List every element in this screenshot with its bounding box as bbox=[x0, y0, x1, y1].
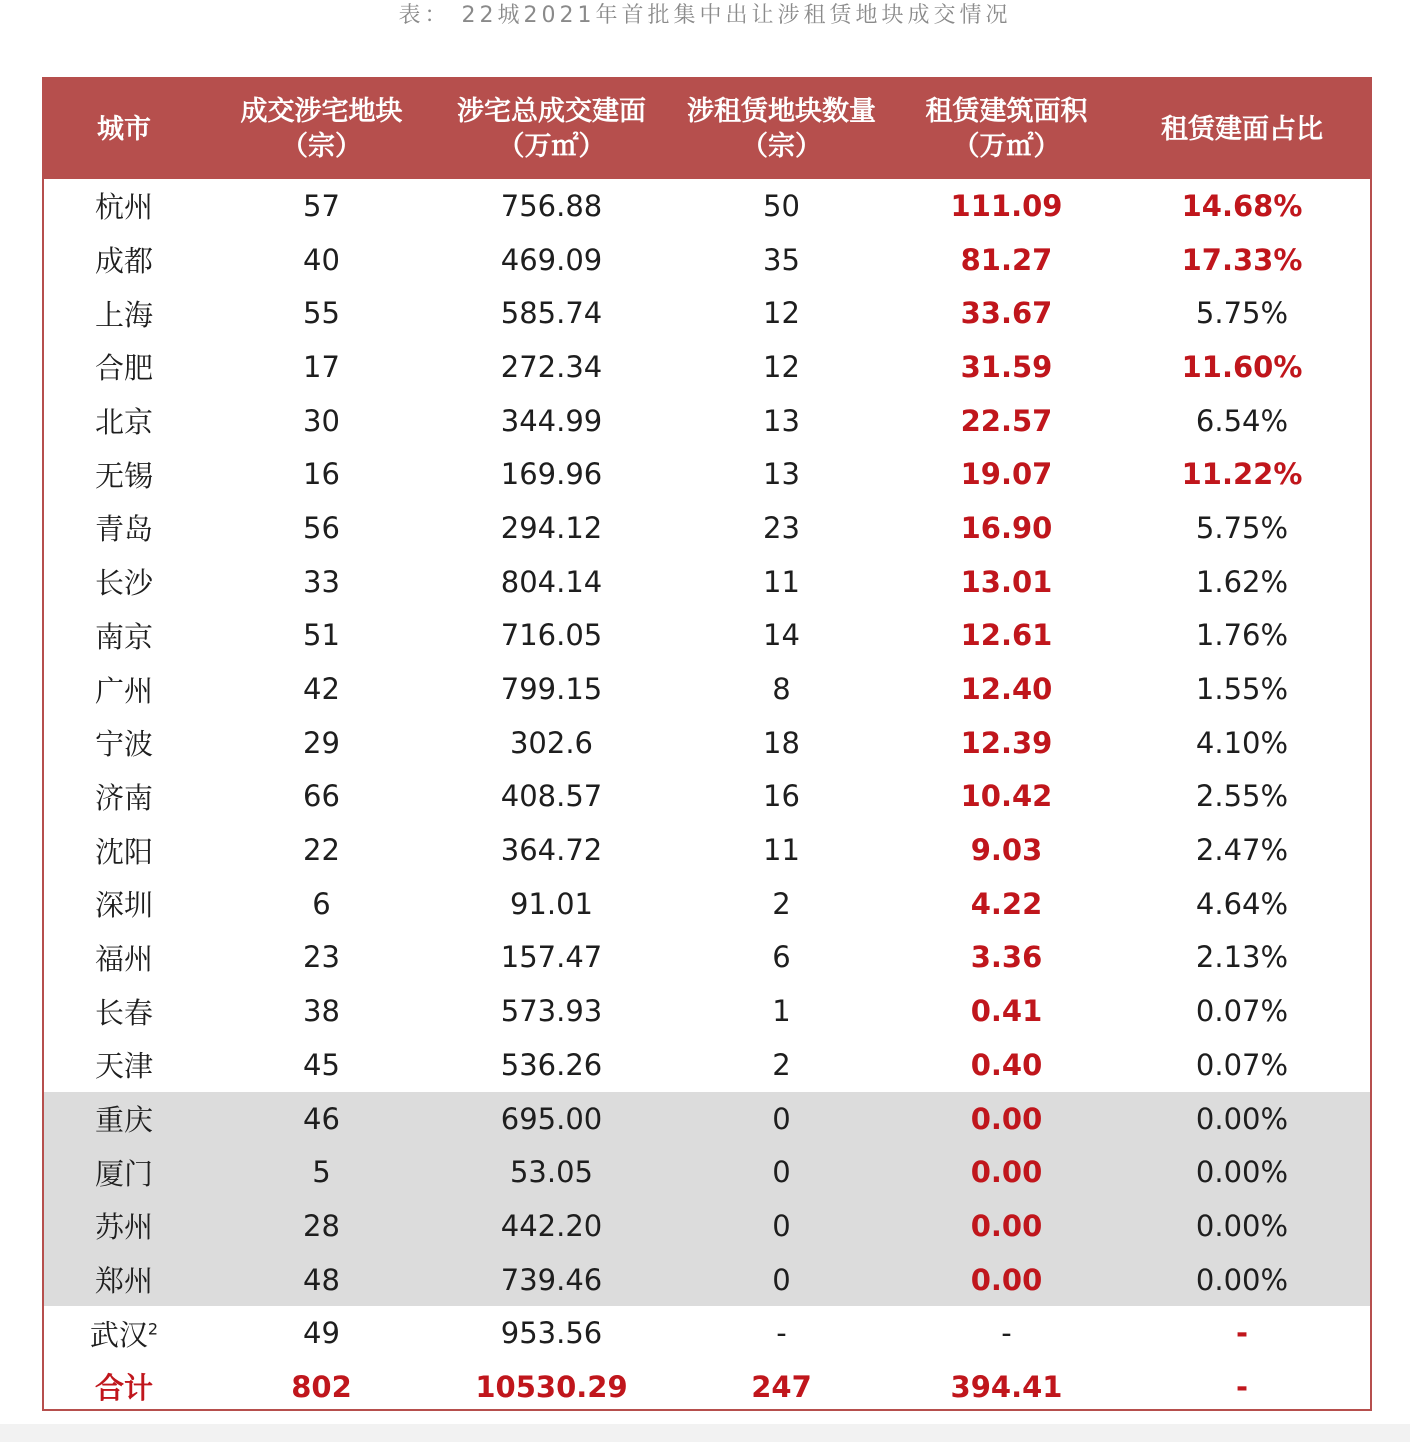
cell-deals: 45 bbox=[303, 1047, 340, 1082]
cell-area: 53.05 bbox=[439, 1145, 664, 1199]
cell-rental-count: 0 bbox=[664, 1092, 899, 1146]
cell-deals: 23 bbox=[303, 940, 340, 975]
cell-area: 716.05 bbox=[500, 618, 603, 653]
cell-rental-area: 19.07 bbox=[960, 457, 1053, 492]
cell-deals: 22 bbox=[303, 833, 340, 868]
cell-area: 804.14 bbox=[500, 564, 603, 599]
table-caption: 表： 22城2021年首批集中出让涉租赁地块成交情况 bbox=[398, 3, 1012, 28]
cell-area: 756.88 bbox=[500, 188, 603, 223]
table-row bbox=[44, 555, 1370, 609]
cell-rental-count: 6 bbox=[772, 940, 791, 975]
cell-rental-area: 3.36 bbox=[970, 940, 1043, 975]
cell-rental-area: 0.40 bbox=[970, 1047, 1043, 1082]
cell-area: 536.26 bbox=[500, 1047, 603, 1082]
header-deals: 成交涉宅地块 （宗） bbox=[240, 96, 403, 162]
table-row bbox=[44, 1253, 1370, 1307]
cell-ratio: 0.00% bbox=[1114, 1253, 1370, 1307]
cell-rental-area: 16.90 bbox=[960, 510, 1053, 545]
table-row-total bbox=[44, 1360, 1370, 1414]
cell-ratio: 2.55% bbox=[1195, 779, 1289, 814]
cell-deals: 28 bbox=[204, 1199, 439, 1253]
cell-ratio: 5.75% bbox=[1195, 510, 1289, 545]
cell-rental-area: 10.42 bbox=[960, 779, 1053, 814]
header-rental-area: 租赁建筑面积 （万㎡） bbox=[925, 96, 1088, 162]
cell-deals: 17 bbox=[303, 349, 340, 384]
header-rental-count: 涉租赁地块数量 （宗） bbox=[687, 96, 876, 162]
header-city: 城市 bbox=[97, 113, 151, 145]
cell-rental-area: 12.39 bbox=[960, 725, 1053, 760]
cell-rental-area: 12.40 bbox=[960, 672, 1053, 707]
cell-city: 宁波 bbox=[94, 727, 153, 762]
cell-rental-count: 0 bbox=[664, 1145, 899, 1199]
cell-rental-count: 14 bbox=[763, 618, 800, 653]
cell-city: 杭州 bbox=[94, 190, 153, 225]
cell-ratio: 11.60% bbox=[1181, 349, 1303, 384]
cell-area: 91.01 bbox=[509, 886, 594, 921]
cell-rental-area: 394.41 bbox=[950, 1369, 1063, 1404]
table-row bbox=[44, 340, 1370, 394]
header-area: 涉宅总成交建面 （万㎡） bbox=[457, 96, 646, 162]
cell-rental-count: 0 bbox=[664, 1199, 899, 1253]
cell-ratio: 0.00% bbox=[1114, 1145, 1370, 1199]
cell-ratio: - bbox=[1235, 1369, 1249, 1404]
cell-ratio: 1.62% bbox=[1195, 564, 1289, 599]
cell-city: 长春 bbox=[94, 995, 153, 1030]
cell-rental-count: 247 bbox=[751, 1369, 812, 1404]
cell-rental-count: 1 bbox=[772, 994, 791, 1029]
cell-ratio: 0.00% bbox=[1114, 1199, 1370, 1253]
cell-city: 厦门 bbox=[44, 1145, 204, 1199]
cell-area: 408.57 bbox=[500, 779, 603, 814]
cell-ratio: 5.75% bbox=[1195, 296, 1289, 331]
cell-ratio: 6.54% bbox=[1195, 403, 1289, 438]
cell-rental-area: 0.00 bbox=[899, 1092, 1114, 1146]
cell-ratio: 4.10% bbox=[1195, 725, 1289, 760]
rental-land-table bbox=[42, 77, 1372, 1411]
table-header-row bbox=[44, 79, 1370, 179]
cell-rental-count: 12 bbox=[763, 349, 800, 384]
table-row bbox=[44, 501, 1370, 555]
cell-rental-count: 16 bbox=[763, 779, 800, 814]
cell-city: 郑州 bbox=[44, 1253, 204, 1307]
cell-deals: 66 bbox=[303, 779, 340, 814]
cell-rental-area: 111.09 bbox=[950, 188, 1063, 223]
cell-city: 广州 bbox=[94, 673, 153, 708]
cell-ratio: 17.33% bbox=[1181, 242, 1303, 277]
cell-area: 695.00 bbox=[439, 1092, 664, 1146]
cell-rental-count: 13 bbox=[763, 403, 800, 438]
table-row bbox=[44, 662, 1370, 716]
cell-ratio: 11.22% bbox=[1181, 457, 1303, 492]
cell-deals: 6 bbox=[312, 886, 331, 921]
table-row bbox=[44, 716, 1370, 770]
cell-deals: 40 bbox=[303, 242, 340, 277]
cell-rental-area: 4.22 bbox=[970, 886, 1043, 921]
table-row bbox=[44, 931, 1370, 985]
cell-area: 469.09 bbox=[500, 242, 603, 277]
cell-deals: 49 bbox=[303, 1316, 340, 1351]
cell-rental-area: 9.03 bbox=[970, 833, 1043, 868]
cell-city: 成都 bbox=[94, 244, 153, 279]
cell-area: 799.15 bbox=[500, 672, 603, 707]
cell-ratio: 2.47% bbox=[1195, 833, 1289, 868]
cell-area: 10530.29 bbox=[475, 1369, 628, 1404]
table-row bbox=[44, 179, 1370, 233]
table-row-wuhan bbox=[44, 1306, 1370, 1360]
cell-area: 169.96 bbox=[500, 457, 603, 492]
cell-rental-count: 11 bbox=[763, 833, 800, 868]
cell-deals: 802 bbox=[291, 1369, 352, 1404]
cell-city: 合计 bbox=[94, 1371, 153, 1406]
cell-rental-area: 13.01 bbox=[960, 564, 1053, 599]
table-row bbox=[44, 233, 1370, 287]
cell-rental-count: 8 bbox=[772, 672, 791, 707]
cell-city: 青岛 bbox=[94, 512, 153, 547]
table-row bbox=[44, 823, 1370, 877]
table-row bbox=[44, 286, 1370, 340]
cell-city: 南京 bbox=[94, 619, 153, 654]
cell-city: 沈阳 bbox=[94, 834, 153, 869]
cell-rental-area: 0.00 bbox=[899, 1145, 1114, 1199]
cell-rental-count: 0 bbox=[664, 1253, 899, 1307]
cell-city: 长沙 bbox=[94, 566, 153, 601]
cell-city: 天津 bbox=[94, 1049, 153, 1084]
cell-area: 302.6 bbox=[509, 725, 594, 760]
cell-deals: 30 bbox=[303, 403, 340, 438]
cell-area: 953.56 bbox=[500, 1316, 603, 1351]
table-row bbox=[44, 877, 1370, 931]
cell-rental-count: 18 bbox=[763, 725, 800, 760]
cell-rental-count: 23 bbox=[763, 510, 800, 545]
cell-rental-area: 22.57 bbox=[960, 403, 1053, 438]
cell-city: 合肥 bbox=[94, 351, 153, 386]
cell-city: 上海 bbox=[94, 297, 153, 332]
cell-rental-area: 0.00 bbox=[899, 1199, 1114, 1253]
table-row bbox=[44, 447, 1370, 501]
cell-deals: 46 bbox=[204, 1092, 439, 1146]
cell-rental-count: 50 bbox=[763, 188, 800, 223]
table-row bbox=[44, 1145, 1370, 1199]
cell-city: 无锡 bbox=[94, 458, 153, 493]
cell-rental-count: 12 bbox=[763, 296, 800, 331]
cell-deals: 16 bbox=[303, 457, 340, 492]
bottom-bar bbox=[0, 1424, 1410, 1442]
cell-ratio: 1.76% bbox=[1195, 618, 1289, 653]
table-row bbox=[44, 770, 1370, 824]
table-row bbox=[44, 984, 1370, 1038]
cell-ratio: 4.64% bbox=[1195, 886, 1289, 921]
cell-rental-count: 13 bbox=[763, 457, 800, 492]
cell-rental-count: - bbox=[776, 1316, 787, 1351]
cell-deals: 56 bbox=[303, 510, 340, 545]
cell-rental-area: 0.41 bbox=[970, 994, 1043, 1029]
table-row bbox=[44, 394, 1370, 448]
cell-rental-area: 31.59 bbox=[960, 349, 1053, 384]
cell-area: 442.20 bbox=[439, 1199, 664, 1253]
cell-area: 585.74 bbox=[500, 296, 603, 331]
cell-area: 294.12 bbox=[500, 510, 603, 545]
cell-ratio: 14.68% bbox=[1181, 188, 1303, 223]
cell-deals: 51 bbox=[303, 618, 340, 653]
table-row bbox=[44, 1038, 1370, 1092]
cell-rental-count: 2 bbox=[772, 886, 791, 921]
cell-deals: 5 bbox=[204, 1145, 439, 1199]
cell-rental-count: 35 bbox=[763, 242, 800, 277]
cell-area: 272.34 bbox=[500, 349, 603, 384]
cell-ratio: 1.55% bbox=[1195, 672, 1289, 707]
cell-deals: 38 bbox=[303, 994, 340, 1029]
cell-deals: 57 bbox=[303, 188, 340, 223]
cell-rental-count: 11 bbox=[763, 564, 800, 599]
cell-rental-area: 33.67 bbox=[960, 296, 1053, 331]
table-row bbox=[44, 609, 1370, 663]
cell-area: 157.47 bbox=[500, 940, 603, 975]
cell-ratio: 0.07% bbox=[1195, 1047, 1289, 1082]
header-ratio: 租赁建面占比 bbox=[1161, 113, 1323, 145]
cell-deals: 55 bbox=[303, 296, 340, 331]
cell-city: 重庆 bbox=[44, 1092, 204, 1146]
cell-city: 深圳 bbox=[94, 888, 153, 923]
table-row bbox=[44, 1092, 1370, 1146]
cell-city: 北京 bbox=[94, 405, 153, 440]
cell-deals: 29 bbox=[303, 725, 340, 760]
cell-ratio: 2.13% bbox=[1195, 940, 1289, 975]
cell-area: 364.72 bbox=[500, 833, 603, 868]
cell-rental-area: - bbox=[1001, 1316, 1012, 1351]
cell-deals: 42 bbox=[303, 672, 340, 707]
cell-ratio: 0.00% bbox=[1114, 1092, 1370, 1146]
cell-rental-area: 81.27 bbox=[960, 242, 1053, 277]
cell-deals: 33 bbox=[303, 564, 340, 599]
cell-city: 武汉$^2$ bbox=[89, 1317, 159, 1352]
cell-ratio: - bbox=[1235, 1316, 1249, 1351]
cell-rental-area: 0.00 bbox=[899, 1253, 1114, 1307]
cell-area: 739.46 bbox=[439, 1253, 664, 1307]
cell-area: 573.93 bbox=[500, 994, 603, 1029]
cell-city: 济南 bbox=[94, 780, 153, 815]
cell-rental-count: 2 bbox=[772, 1047, 791, 1082]
cell-rental-area: 12.61 bbox=[960, 618, 1053, 653]
cell-city: 福州 bbox=[94, 941, 153, 976]
cell-area: 344.99 bbox=[500, 403, 603, 438]
table-row bbox=[44, 1199, 1370, 1253]
cell-city: 苏州 bbox=[44, 1199, 204, 1253]
cell-deals: 48 bbox=[204, 1253, 439, 1307]
cell-ratio: 0.07% bbox=[1195, 994, 1289, 1029]
